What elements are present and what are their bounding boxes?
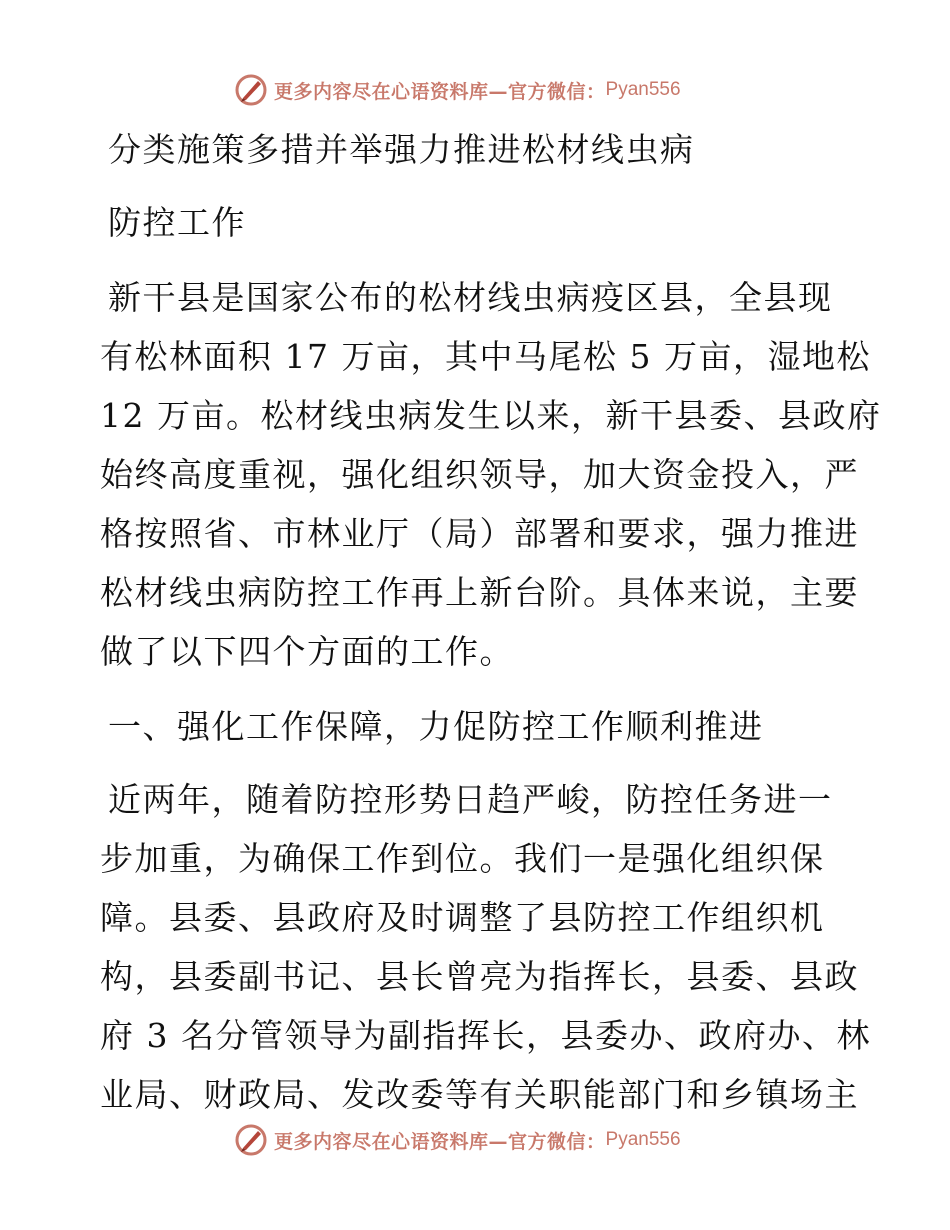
document-title-line-1: 分类施策多措并举强力推进松材线虫病 [108, 130, 695, 169]
paragraph-line: 障。县委、县政府及时调整了县防控工作组织机 [100, 898, 825, 937]
paragraph-line: 始终高度重视，强化组织领导，加大资金投入，严 [100, 455, 859, 494]
document-title-line-2: 防控工作 [108, 203, 246, 242]
paragraph-line: 松材线虫病防控工作再上新台阶。具体来说，主要 [100, 573, 859, 612]
section-heading: 一、强化工作保障，力促防控工作顺利推进 [108, 707, 764, 746]
paragraph-line: 格按照省、市林业厅（局）部署和要求，强力推进 [100, 514, 859, 553]
paragraph-line: 步加重，为确保工作到位。我们一是强化组织保 [100, 839, 825, 878]
paragraph-line: 12 万亩。松材线虫病发生以来，新干县委、县政府 [100, 396, 882, 435]
paragraph-line: 业局、财政局、发改委等有关职能部门和乡镇场主 [100, 1075, 859, 1114]
paragraph-line: 有松林面积 17 万亩，其中马尾松 5 万亩，湿地松 [100, 337, 871, 376]
watermark-wechat-id: Pyan556 [605, 1129, 681, 1150]
paragraph-line: 构，县委副书记、县长曾亮为指挥长，县委、县政 [100, 957, 859, 996]
watermark-wechat-id: Pyan556 [605, 79, 681, 100]
footer-watermark [234, 1122, 681, 1158]
paragraph-line: 近两年，随着防控形势日趋严峻，防控任务进一 [108, 780, 833, 819]
header-watermark [234, 72, 681, 108]
watermark-text: 更多内容尽在心语资料库—官方微信： [274, 80, 606, 103]
watermark-text: 更多内容尽在心语资料库—官方微信： [274, 1130, 606, 1153]
paragraph-line: 做了以下四个方面的工作。 [100, 632, 514, 671]
paragraph-line: 府 3 名分管领导为副指挥长，县委办、政府办、林 [100, 1016, 871, 1055]
paragraph-line: 新干县是国家公布的松材线虫病疫区县，全县现 [108, 278, 833, 317]
quill-logo-icon [234, 1123, 268, 1157]
quill-logo-icon [234, 73, 268, 107]
document-body [100, 120, 882, 1124]
